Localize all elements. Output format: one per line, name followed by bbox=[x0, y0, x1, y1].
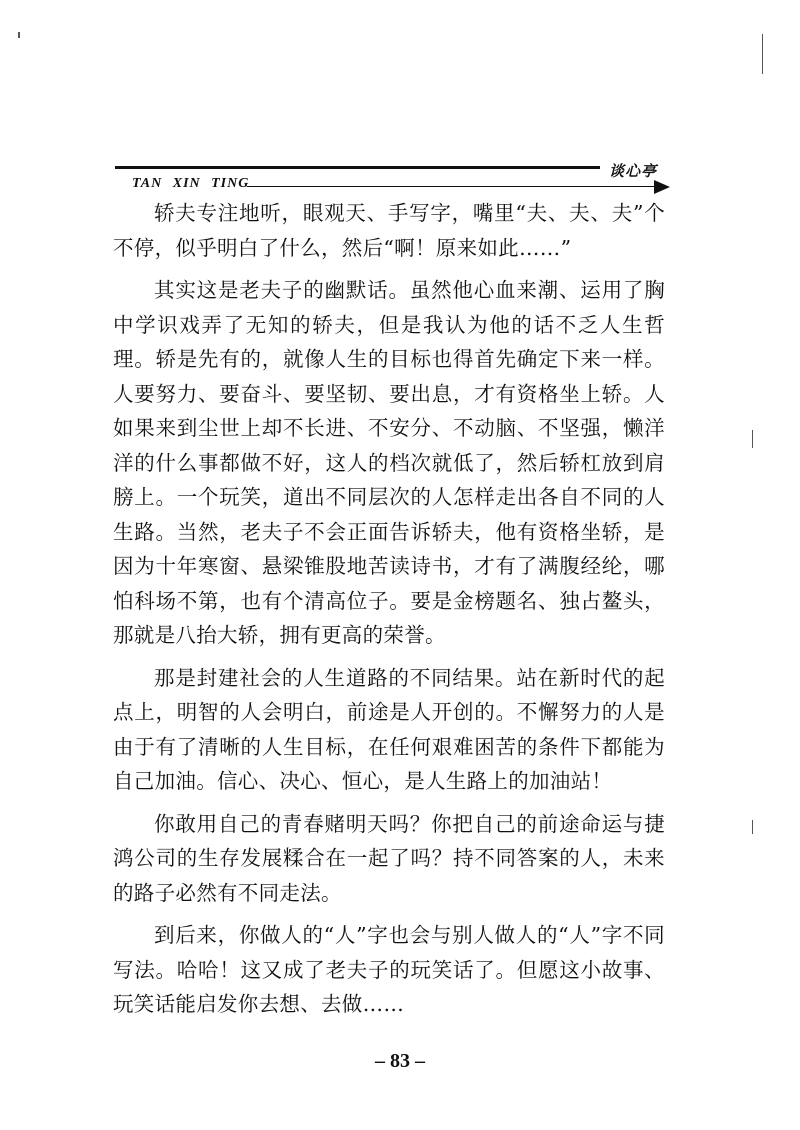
page-number: – 83 – bbox=[375, 1050, 425, 1072]
scan-artifact bbox=[762, 34, 763, 74]
scan-artifact bbox=[752, 430, 753, 448]
paragraph: 那是封建社会的人生道路的不同结果。站在新时代的起点上，明智的人会明白，前途是人开创的。不懈努力的人是由于有了清晰的人生目标，在任何艰难困苦的条件下都能为自己加油。信心、决心、恒心，是人生路上的加油站！ bbox=[113, 665, 665, 793]
paragraph: 其实这是老夫子的幽默话。虽然他心血来潮、运用了胸中学识戏弄了无知的轿夫，但是我认为他的话不乏人生哲理。轿是先有的，就像人生的目标也得首先确定下来一样。人要努力、要奋斗、要坚韧、要出息，才有资格坐上轿。人如果来到尘世上却不长进、不安分、不动脑、不坚强，懒洋洋的什么事都做不好，这人的档次就低了，然后轿杠放到肩膀上。一个玩笑，道出不同层次的人怎样走出各自不同的人生路。当然，老夫子不会正面告诉轿夫，他有资格坐轿，是因为十年寒窗、悬梁锥股地苦读诗书，才有了满腹经纶，哪怕科场不第，也有个清高位子。要是金榜题名、独占鳌头，那就是八抬大轿，拥有更高的荣誉。 bbox=[113, 278, 665, 647]
scan-artifact bbox=[18, 32, 20, 38]
scan-artifact bbox=[752, 820, 753, 834]
paragraph: 轿夫专注地听，眼观天、手写字，嘴里“夫、夫、夫”个不停，似乎明白了什么，然后“啊！原来如此……” bbox=[113, 201, 665, 260]
header-rule-bottom bbox=[247, 186, 657, 187]
body-text bbox=[113, 196, 665, 1022]
header-arrow-icon bbox=[654, 180, 670, 194]
header-rule-top bbox=[115, 166, 600, 169]
paragraph: 你敢用自己的青春赌明天吗？你把自己的前途命运与捷鸿公司的生存发展糅合在一起了吗？持不同答案的人，未来的路子必然有不同走法。 bbox=[113, 811, 665, 905]
paragraph: 到后来，你做人的“人”字也会与别人做人的“人”字不同写法。哈哈！这又成了老夫子的玩笑话了。但愿这小故事、玩笑话能启发你去想、去做…… bbox=[113, 923, 665, 1016]
running-header-title: 谈心亭 bbox=[609, 162, 658, 180]
running-header-latin: TAN XIN TING bbox=[132, 176, 250, 191]
